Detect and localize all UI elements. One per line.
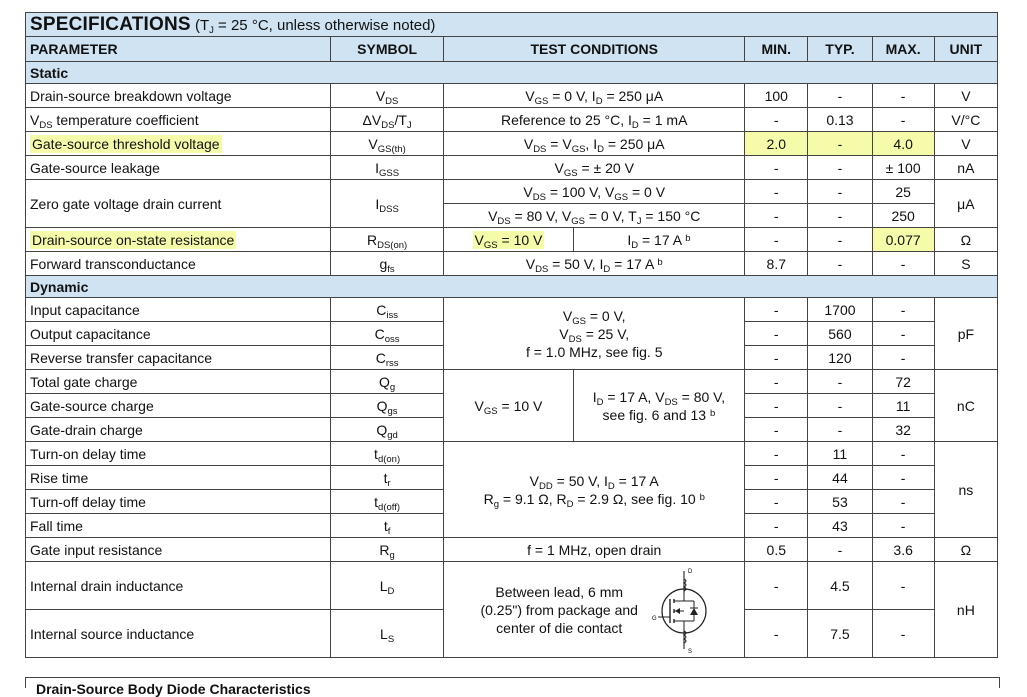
param-cell: Input capacitance <box>26 298 331 322</box>
highlight-mark: $V_{GS} = 10$ V <box>474 231 543 251</box>
header-min: MIN. <box>745 37 808 62</box>
max-cell: 25 <box>872 180 934 204</box>
typ-cell: 4.5 <box>808 562 872 610</box>
param-cell: Gate-source leakage <box>26 156 331 180</box>
symbol-cell: $t_f$ <box>330 514 443 538</box>
condition-cell: $V_{GS} = 0$ V, $V_{DS} = 25$ V, f = 1.0 MHz, see fig. 5 <box>444 298 745 370</box>
header-unit: UNIT <box>934 37 997 62</box>
unit-cell: Ω <box>934 538 997 562</box>
max-cell: - <box>872 252 934 276</box>
min-cell: 0.5 <box>745 538 808 562</box>
typ-cell: - <box>808 538 872 562</box>
next-section-row <box>25 677 1000 697</box>
param-cell: Output capacitance <box>26 322 331 346</box>
param-cell: Gate input resistance <box>26 538 331 562</box>
symbol-cell: $t_{d(off)}$ <box>330 490 443 514</box>
condition-cell: $I_D = 17$ A, $V_{DS} = 80$ V, see fig. 6 and 13 $^b$ <box>573 370 745 442</box>
typ-cell: 120 <box>808 346 872 370</box>
condition-cell <box>444 562 745 658</box>
param-cell: Turn-off delay time <box>26 490 331 514</box>
symbol-cell: $\Delta V_{DS}/T_J$ <box>330 108 443 132</box>
symbol-cell: $I_{GSS}$ <box>330 156 443 180</box>
min-cell: - <box>745 156 808 180</box>
max-cell: 250 <box>872 204 934 228</box>
typ-cell: 1700 <box>808 298 872 322</box>
min-cell: - <box>745 228 808 252</box>
typ-cell: 7.5 <box>808 610 872 658</box>
min-cell: - <box>745 180 808 204</box>
unit-cell: pF <box>934 298 997 370</box>
section-body-diode: Drain-Source Body Diode Characteristics <box>36 681 311 697</box>
symbol-cell: $L_S$ <box>330 610 443 658</box>
max-cell: - <box>872 84 934 108</box>
header-test-conditions: TEST CONDITIONS <box>444 37 745 62</box>
unit-cell: Ω <box>934 228 997 252</box>
symbol-cell: $Q_{gd}$ <box>330 418 443 442</box>
symbol-cell: $I_{DSS}$ <box>330 180 443 228</box>
min-cell: - <box>745 108 808 132</box>
condition-cell: $V_{DS} = 50$ V, $I_D = 17$ A $^b$ <box>444 252 745 276</box>
typ-cell: - <box>808 394 872 418</box>
typ-cell: 43 <box>808 514 872 538</box>
min-cell: - <box>745 394 808 418</box>
unit-cell: V/°C <box>934 108 997 132</box>
min-cell: - <box>745 346 808 370</box>
typ-cell: - <box>808 156 872 180</box>
table-row <box>26 156 998 180</box>
min-cell: 2.0 <box>745 132 808 156</box>
condition-cell: $V_{GS} = 10$ V <box>444 370 573 442</box>
max-cell: 0.077 <box>872 228 934 252</box>
typ-cell: - <box>808 252 872 276</box>
symbol-cell: $Q_{gs}$ <box>330 394 443 418</box>
symbol-cell: $V_{DS}$ <box>330 84 443 108</box>
symbol-cell: $R_g$ <box>330 538 443 562</box>
header-max: MAX. <box>872 37 934 62</box>
param-cell: Drain-source breakdown voltage <box>26 84 331 108</box>
drain-label: D <box>688 568 693 575</box>
min-cell: - <box>745 322 808 346</box>
condition-cell: $V_{DS} = 100$ V, $V_{GS} = 0$ V <box>444 180 745 204</box>
max-cell: ± 100 <box>872 156 934 180</box>
max-cell: - <box>872 322 934 346</box>
max-cell: - <box>872 562 934 610</box>
symbol-cell: $C_{iss}$ <box>330 298 443 322</box>
param-cell: Total gate charge <box>26 370 331 394</box>
symbol-cell: $t_{d(on)}$ <box>330 442 443 466</box>
symbol-cell: $R_{DS(on)}$ <box>330 228 443 252</box>
min-cell: - <box>745 418 808 442</box>
condition-cell: Reference to 25 °C, $I_D = 1$ mA <box>444 108 745 132</box>
max-cell: 3.6 <box>872 538 934 562</box>
column-header-row <box>26 37 998 62</box>
typ-cell: - <box>808 84 872 108</box>
min-cell: - <box>745 562 808 610</box>
min-cell: - <box>745 490 808 514</box>
max-cell: - <box>872 346 934 370</box>
typ-cell: - <box>808 204 872 228</box>
unit-cell: V <box>934 132 997 156</box>
param-cell: Forward transconductance <box>26 252 331 276</box>
table-row <box>26 442 998 466</box>
condition-cell: $V_{GS}$ = ± 20 V <box>444 156 745 180</box>
min-cell: 8.7 <box>745 252 808 276</box>
min-cell: - <box>745 298 808 322</box>
table-row <box>26 132 998 156</box>
typ-cell: 11 <box>808 442 872 466</box>
symbol-cell: $C_{rss}$ <box>330 346 443 370</box>
max-cell: - <box>872 108 934 132</box>
unit-cell: V <box>934 84 997 108</box>
param-cell: Turn-on delay time <box>26 442 331 466</box>
min-cell: - <box>745 610 808 658</box>
param-cell: $V_{DS}$ temperature coefficient <box>26 108 331 132</box>
param-cell: Rise time <box>26 466 331 490</box>
table-row <box>26 298 998 322</box>
section-static: Static <box>26 62 998 84</box>
max-cell: - <box>872 610 934 658</box>
symbol-cell: $g_{fs}$ <box>330 252 443 276</box>
typ-cell: - <box>808 418 872 442</box>
table-row <box>26 562 998 610</box>
table-row <box>26 180 998 204</box>
unit-cell: S <box>934 252 997 276</box>
symbol-cell: $V_{GS(th)}$ <box>330 132 443 156</box>
max-cell: - <box>872 298 934 322</box>
min-cell: - <box>745 514 808 538</box>
header-parameter: PARAMETER <box>26 37 331 62</box>
unit-cell: nH <box>934 562 997 658</box>
max-cell: 72 <box>872 370 934 394</box>
max-cell: - <box>872 490 934 514</box>
section-dynamic: Dynamic <box>26 276 998 298</box>
max-cell: - <box>872 442 934 466</box>
source-label: S <box>688 648 693 655</box>
param-cell <box>26 132 331 156</box>
table-row <box>26 84 998 108</box>
condition-cell <box>444 228 573 252</box>
max-cell: 4.0 <box>872 132 934 156</box>
header-symbol: SYMBOL <box>330 37 443 62</box>
typ-cell: 53 <box>808 490 872 514</box>
condition-cell: f = 1 MHz, open drain <box>444 538 745 562</box>
param-cell: Gate-source charge <box>26 394 331 418</box>
header-typ: TYP. <box>808 37 872 62</box>
typ-cell: - <box>808 228 872 252</box>
typ-cell: - <box>808 370 872 394</box>
condition-cell: $V_{GS} = 0$ V, $I_D = 250$ μA <box>444 84 745 108</box>
param-cell: Internal source inductance <box>26 610 331 658</box>
unit-cell: nC <box>934 370 997 442</box>
param-cell <box>26 228 331 252</box>
table-row <box>26 538 998 562</box>
condition-cell: $V_{DD} = 50$ V, $I_D = 17$ A $R_g = 9.1$ Ω, $R_D = 2.9$ Ω, see fig. 10 $^b$ <box>444 442 745 538</box>
typ-cell: - <box>808 132 872 156</box>
unit-cell: ns <box>934 442 997 538</box>
typ-cell: 0.13 <box>808 108 872 132</box>
highlight-mark: Gate-source threshold voltage <box>32 135 220 152</box>
unit-cell: μA <box>934 180 997 228</box>
max-cell: - <box>872 514 934 538</box>
specifications-table <box>25 12 998 658</box>
min-cell: - <box>745 370 808 394</box>
typ-cell: 44 <box>808 466 872 490</box>
param-cell: Fall time <box>26 514 331 538</box>
mosfet-schematic-icon <box>650 565 714 655</box>
inductance-condition-text: Between lead, 6 mm (0.25") from package and center of die contact <box>480 583 638 636</box>
param-cell: Zero gate voltage drain current <box>26 180 331 228</box>
param-cell: Internal drain inductance <box>26 562 331 610</box>
table-row <box>26 228 998 252</box>
symbol-cell: $Q_g$ <box>330 370 443 394</box>
param-cell: Gate-drain charge <box>26 418 331 442</box>
condition-cell: $V_{DS} = V_{GS}$, $I_D = 250$ μA <box>444 132 745 156</box>
table-title: SPECIFICATIONS ($T_J = 25$ °C, unless otherwise noted) <box>26 13 998 37</box>
param-cell: Reverse transfer capacitance <box>26 346 331 370</box>
condition-cell: $I_D = 17$ A $^b$ <box>573 228 745 252</box>
symbol-cell: $L_D$ <box>330 562 443 610</box>
max-cell: 32 <box>872 418 934 442</box>
max-cell: 11 <box>872 394 934 418</box>
gate-label: G <box>652 615 657 622</box>
condition-cell: $V_{DS} = 80$ V, $V_{GS} = 0$ V, $T_J = 150$ °C <box>444 204 745 228</box>
min-cell: - <box>745 442 808 466</box>
table-row <box>26 108 998 132</box>
typ-cell: - <box>808 180 872 204</box>
symbol-cell: $t_r$ <box>330 466 443 490</box>
min-cell: - <box>745 204 808 228</box>
table-row <box>26 370 998 394</box>
unit-cell: nA <box>934 156 997 180</box>
min-cell: - <box>745 466 808 490</box>
min-cell: 100 <box>745 84 808 108</box>
highlight-mark: Drain-source on-state resistance <box>32 231 235 248</box>
table-row <box>26 252 998 276</box>
max-cell: - <box>872 466 934 490</box>
typ-cell: 560 <box>808 322 872 346</box>
symbol-cell: $C_{oss}$ <box>330 322 443 346</box>
